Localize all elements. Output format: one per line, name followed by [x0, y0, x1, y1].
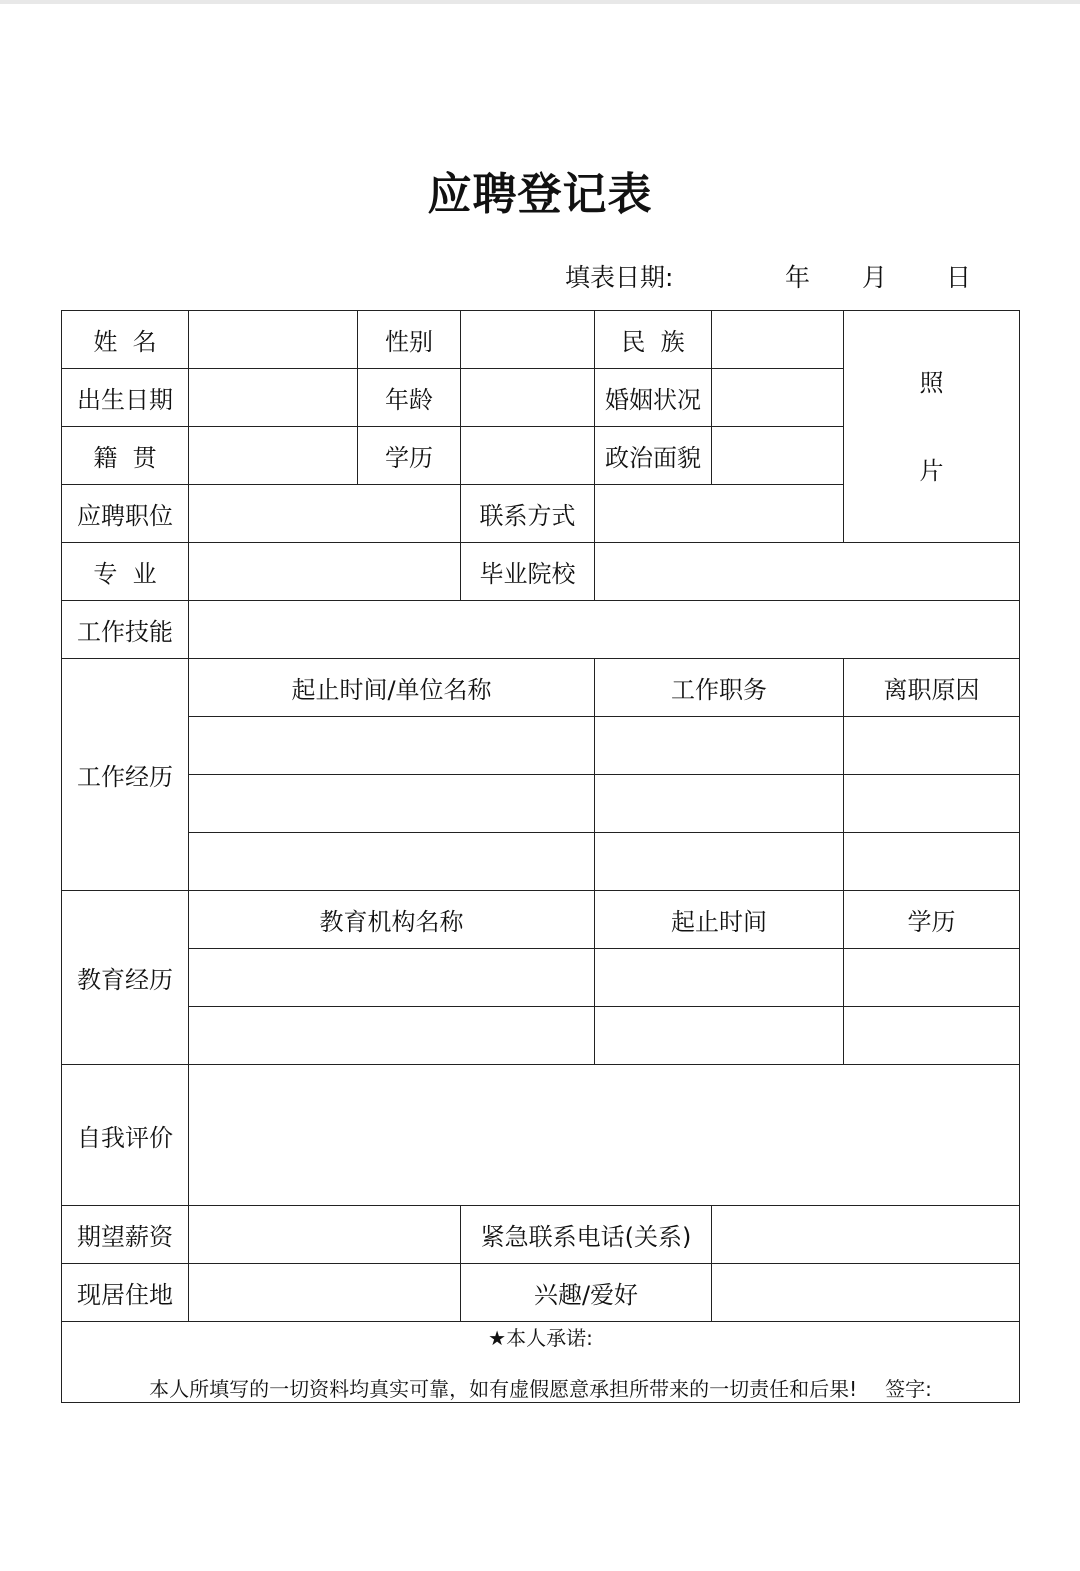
education-history-header-institution: 教育机构名称 — [189, 891, 595, 949]
political-status-label: 政治面貌 — [595, 427, 712, 485]
work-history-reason-field[interactable] — [844, 833, 1020, 891]
education-history-period-field[interactable] — [595, 949, 844, 1007]
education-label: 学历 — [358, 427, 461, 485]
hobbies-label: 兴趣/爱好 — [461, 1264, 712, 1322]
school-label: 毕业院校 — [461, 543, 595, 601]
political-status-field[interactable] — [712, 427, 844, 485]
fill-date-day-label: 日 — [946, 263, 972, 292]
photo-label-2: 片 — [919, 456, 944, 485]
work-history-header-position: 工作职务 — [595, 659, 844, 717]
education-history-header-degree: 学历 — [844, 891, 1020, 949]
birth-date-field[interactable] — [189, 369, 358, 427]
work-history-period-field[interactable] — [189, 775, 595, 833]
education-history-degree-field[interactable] — [844, 949, 1020, 1007]
table-row — [62, 891, 1020, 949]
birth-date-label: 出生日期 — [62, 369, 189, 427]
education-history-institution-field[interactable] — [189, 1007, 595, 1065]
fill-date-label: 填表日期: — [565, 263, 674, 292]
gender-field[interactable] — [461, 311, 595, 369]
native-place-field[interactable] — [189, 427, 358, 485]
work-history-position-field[interactable] — [595, 717, 844, 775]
emergency-contact-label: 紧急联系电话(关系) — [461, 1206, 712, 1264]
self-evaluation-field[interactable] — [189, 1065, 1020, 1206]
table-row — [62, 1065, 1020, 1206]
education-history-institution-field[interactable] — [189, 949, 595, 1007]
gender-label: 性别 — [358, 311, 461, 369]
table-row — [62, 601, 1020, 659]
pledge-statement — [62, 1373, 1019, 1402]
name-field[interactable] — [189, 311, 358, 369]
top-edge — [0, 0, 1080, 4]
current-address-label: 现居住地 — [62, 1264, 189, 1322]
ethnicity-label: 民 族 — [595, 311, 712, 369]
contact-label: 联系方式 — [461, 485, 595, 543]
photo-box[interactable] — [844, 311, 1020, 543]
work-history-reason-field[interactable] — [844, 717, 1020, 775]
pledge-text: 本人所填写的一切资料均真实可靠，如有虚假愿意承担所带来的一切责任和后果! — [149, 1377, 858, 1401]
table-row — [62, 1322, 1020, 1403]
work-history-reason-field[interactable] — [844, 775, 1020, 833]
photo-label-1: 照 — [919, 368, 944, 397]
table-row — [62, 311, 1020, 369]
name-label: 姓 名 — [62, 311, 189, 369]
emergency-contact-field[interactable] — [712, 1206, 1020, 1264]
table-row — [62, 949, 1020, 1007]
school-field[interactable] — [595, 543, 1020, 601]
work-history-period-field[interactable] — [189, 717, 595, 775]
work-history-header-leave-reason: 离职原因 — [844, 659, 1020, 717]
hobbies-field[interactable] — [712, 1264, 1020, 1322]
marital-status-field[interactable] — [712, 369, 844, 427]
skills-field[interactable] — [189, 601, 1020, 659]
contact-field[interactable] — [595, 485, 844, 543]
fill-date-year-label: 年 — [785, 263, 811, 292]
education-field[interactable] — [461, 427, 595, 485]
current-address-field[interactable] — [189, 1264, 461, 1322]
education-history-label: 教育经历 — [62, 891, 189, 1065]
form-title: 应聘登记表 — [427, 169, 653, 220]
native-place-label: 籍 贯 — [62, 427, 189, 485]
age-field[interactable] — [461, 369, 595, 427]
pledge-section — [62, 1322, 1020, 1403]
signature-label: 签字: — [885, 1377, 932, 1401]
table-row — [62, 833, 1020, 891]
work-history-position-field[interactable] — [595, 775, 844, 833]
table-row — [62, 659, 1020, 717]
table-row — [62, 775, 1020, 833]
work-history-header-period-employer: 起止时间/单位名称 — [189, 659, 595, 717]
skills-label: 工作技能 — [62, 601, 189, 659]
work-history-label: 工作经历 — [62, 659, 189, 891]
work-history-period-field[interactable] — [189, 833, 595, 891]
marital-status-label: 婚姻状况 — [595, 369, 712, 427]
table-row — [62, 717, 1020, 775]
education-history-header-period: 起止时间 — [595, 891, 844, 949]
education-history-degree-field[interactable] — [844, 1007, 1020, 1065]
expected-salary-field[interactable] — [189, 1206, 461, 1264]
table-row — [62, 1007, 1020, 1065]
expected-salary-label: 期望薪资 — [62, 1206, 189, 1264]
major-field[interactable] — [189, 543, 461, 601]
pledge-title: ★本人承诺: — [488, 1326, 593, 1350]
position-label: 应聘职位 — [62, 485, 189, 543]
work-history-position-field[interactable] — [595, 833, 844, 891]
self-evaluation-label: 自我评价 — [62, 1065, 189, 1206]
ethnicity-field[interactable] — [712, 311, 844, 369]
table-row — [62, 1264, 1020, 1322]
table-row — [62, 543, 1020, 601]
table-row — [62, 1206, 1020, 1264]
age-label: 年龄 — [358, 369, 461, 427]
registration-table — [61, 310, 1020, 1403]
education-history-period-field[interactable] — [595, 1007, 844, 1065]
position-field[interactable] — [189, 485, 461, 543]
major-label: 专 业 — [62, 543, 189, 601]
fill-date-month-label: 月 — [862, 263, 888, 292]
